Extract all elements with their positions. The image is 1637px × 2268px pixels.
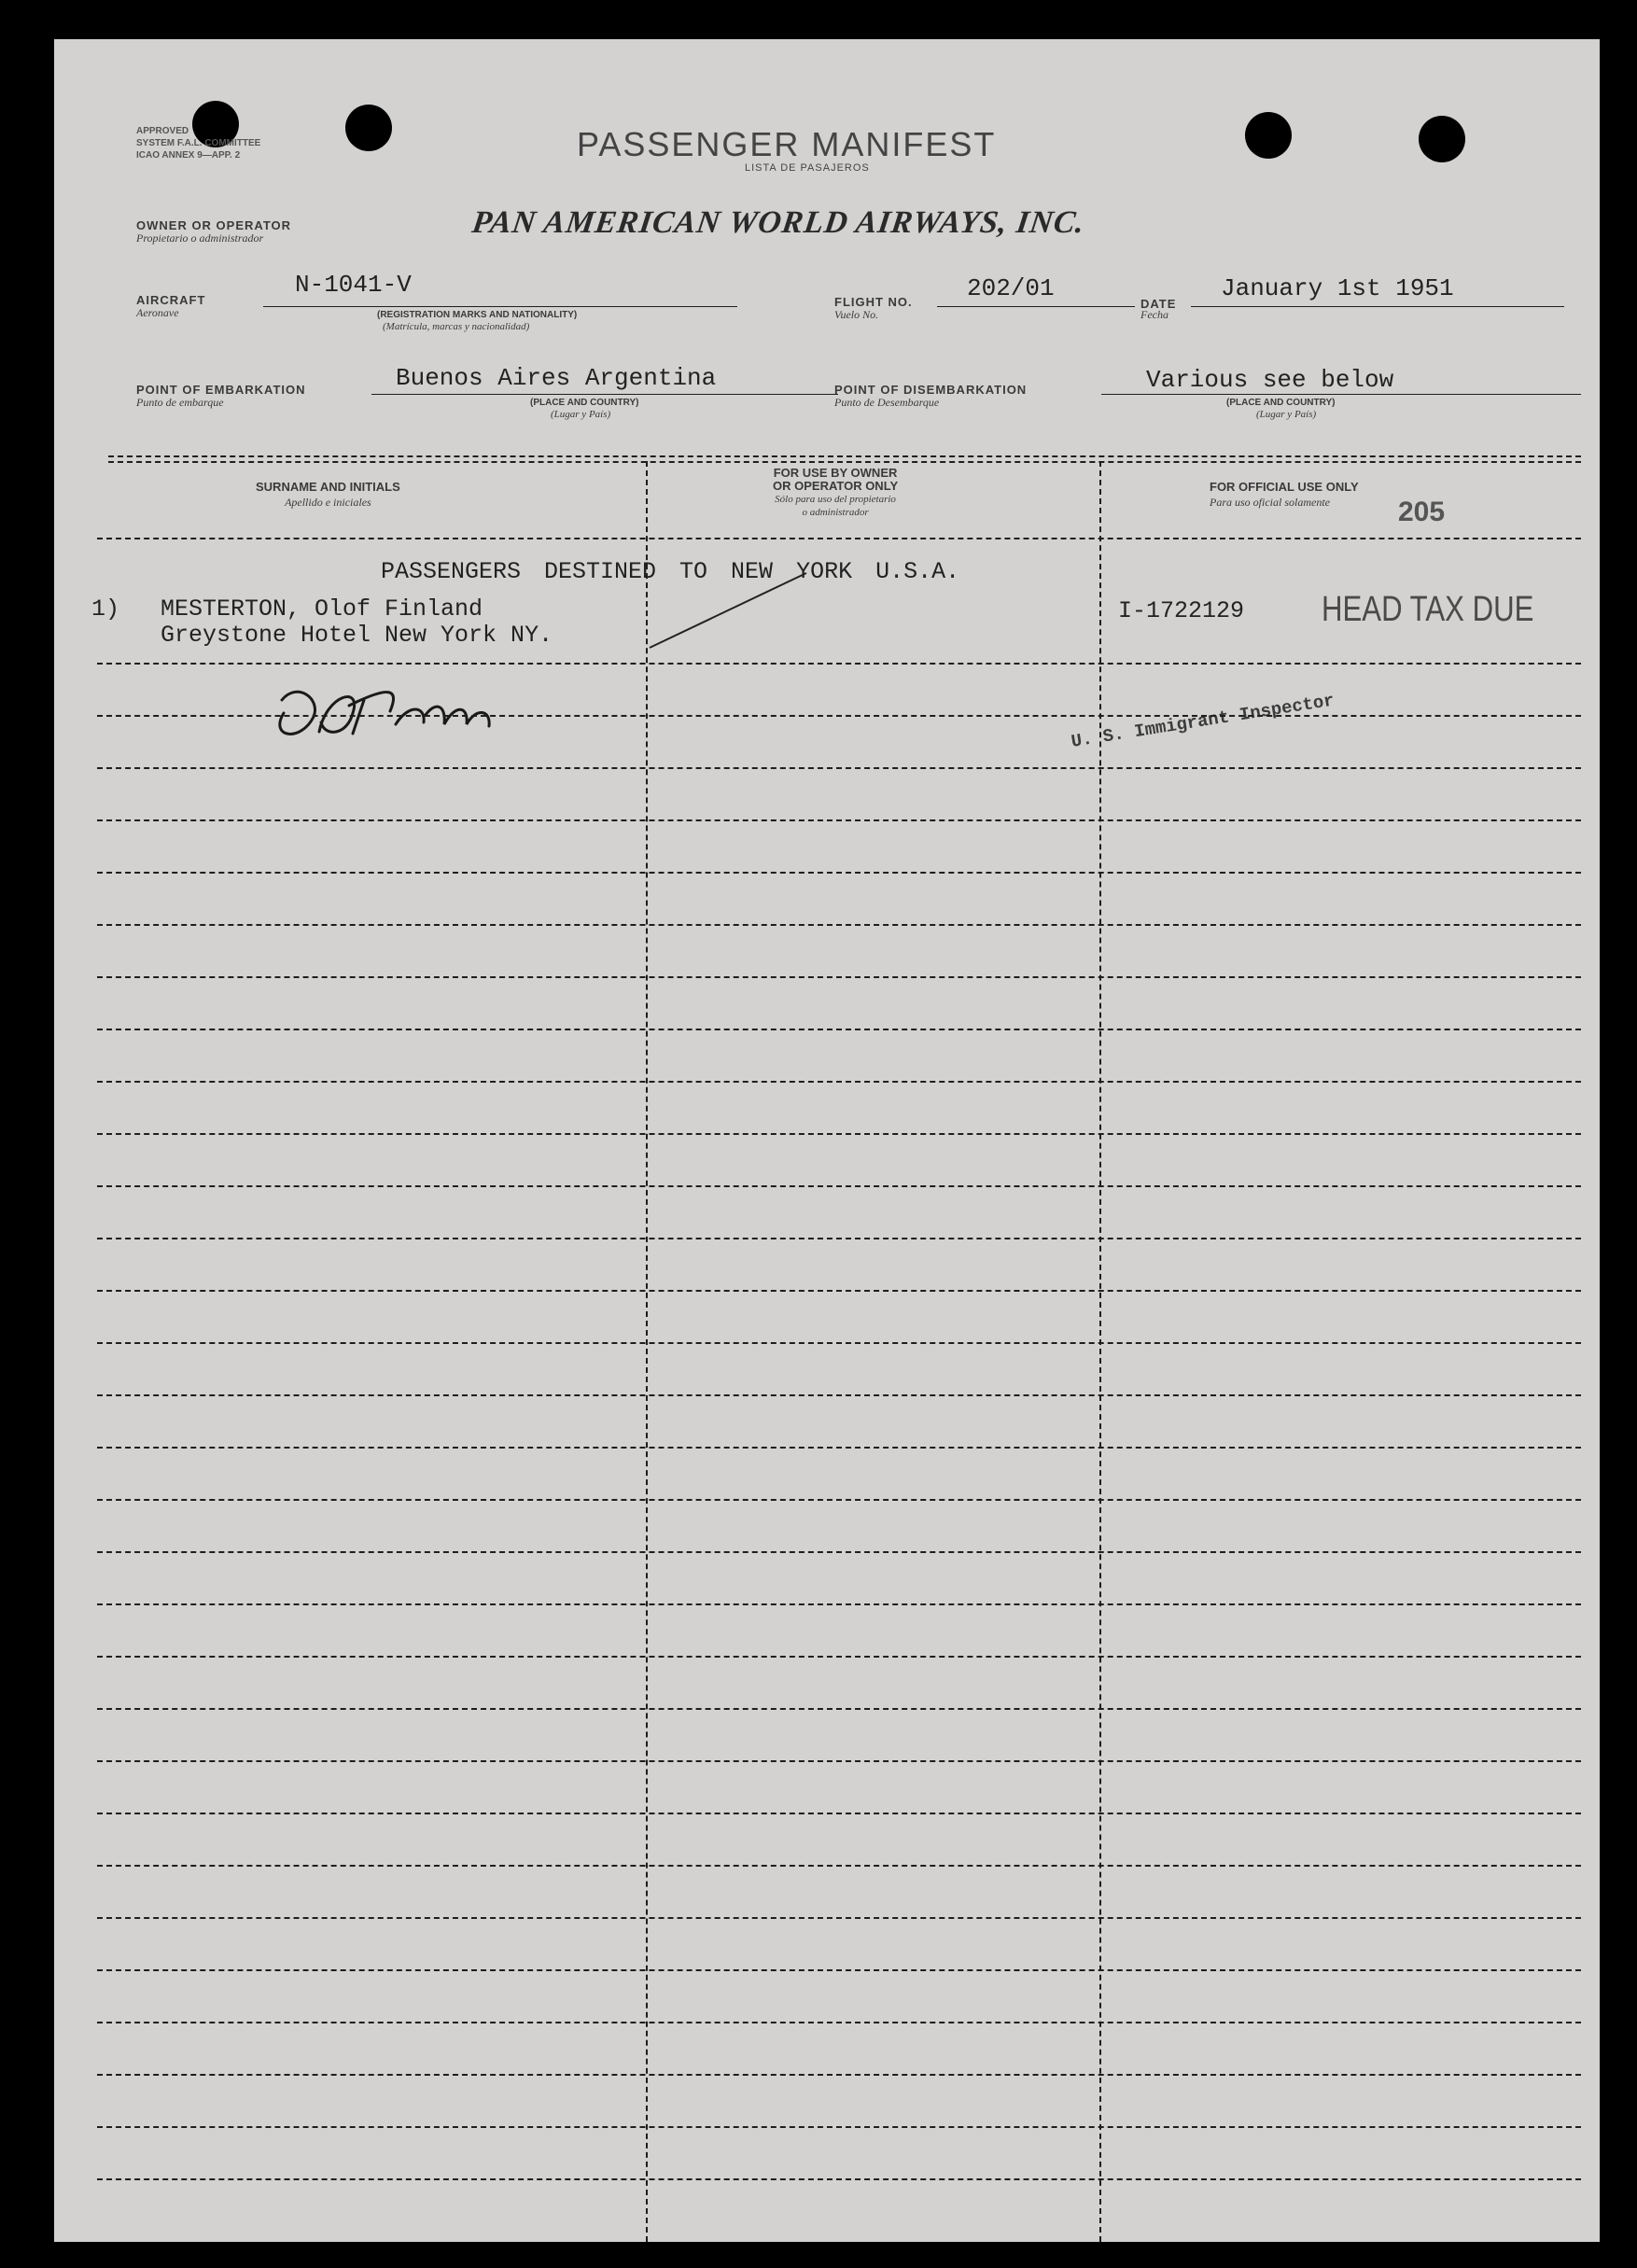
passenger-number: 1) [91,595,120,623]
table-row-rule [97,767,1581,769]
page-number-stamp: 205 [1398,497,1446,527]
manifest-page [54,39,1600,2242]
table-row-rule [97,2022,1581,2023]
check-mark [646,567,814,651]
head-tax-stamp: HEAD TAX DUE [1322,590,1534,629]
table-row-rule [97,1029,1581,1030]
table-row-rule [97,2126,1581,2128]
embarkation-value: Buenos Aires Argentina [396,364,717,392]
table-row-rule [97,924,1581,926]
disembarkation-underline [1101,394,1581,395]
table-row-rule [97,1185,1581,1187]
table-top-rule [108,455,1581,457]
aircraft-value: N-1041-V [295,271,412,299]
embarkation-underline [371,394,838,395]
owner-value: PAN AMERICAN WORLD AIRWAYS, INC. [469,205,1087,240]
column-header-owner-line2: OR OPERATOR ONLY [773,479,899,493]
table-row-rule [97,1238,1581,1239]
aircraft-caption-es: (Matrícula, marcas y nacionalidad) [383,321,530,332]
table-row-rule [97,1760,1581,1762]
column-header-owner-line1: FOR USE BY OWNER [773,466,898,480]
table-row-rule [97,1603,1581,1605]
column-header-owner-line4: o administrador [802,507,869,518]
approval-block [136,125,260,161]
table-row-rule [97,1708,1581,1710]
column-header-official-es: Para uso oficial solamente [1210,496,1330,509]
table-row-rule [97,976,1581,978]
flight-label: FLIGHT NO. [834,295,913,309]
punch-hole [1419,116,1465,162]
embarkation-label: POINT OF EMBARKATION [136,383,306,397]
column-divider-1 [646,461,648,2242]
flight-value: 202/01 [967,274,1055,302]
table-row-rule [97,1447,1581,1449]
table-row-rule [97,1394,1581,1396]
column-header-official [1210,480,1359,510]
table-row-rule [97,1813,1581,1814]
punch-hole [345,105,392,151]
table-row-rule [97,1342,1581,1344]
table-top-rule-2 [108,461,1581,463]
disembarkation-label-es: Punto de Desembarque [834,396,940,409]
table-row-rule [97,538,1581,539]
section-heading: PASSENGERS DESTINED TO NEW YORK U.S.A. [381,558,960,585]
table-row-rule [97,1656,1581,1658]
embarkation-caption-es: (Lugar y País) [551,409,611,420]
disembarkation-value: Various see below [1146,366,1394,394]
table-row-rule [97,1081,1581,1083]
approval-line-3: ICAO ANNEX 9—APP. 2 [136,150,241,161]
table-row-rule [97,872,1581,874]
disembarkation-caption: (PLACE AND COUNTRY) [1226,398,1336,408]
passenger-official-number: I-1722129 [1118,597,1245,624]
aircraft-caption: (REGISTRATION MARKS AND NATIONALITY) [377,310,578,320]
table-row-rule [97,1290,1581,1292]
page-subtitle: LISTA DE PASAJEROS [745,162,870,174]
flight-label-es: Vuelo No. [834,308,879,321]
column-header-owner [773,467,898,519]
column-header-surname-es: Apellido e iniciales [285,496,371,509]
punch-hole [1245,112,1292,159]
date-label: DATE [1140,297,1177,311]
column-header-surname-en: SURNAME AND INITIALS [256,480,400,494]
table-row-rule [97,1499,1581,1501]
table-row-rule [97,2178,1581,2180]
passenger-name: MESTERTON, Olof Finland [161,595,483,623]
table-row-rule [97,2074,1581,2076]
embarkation-caption: (PLACE AND COUNTRY) [530,398,639,408]
owner-label: OWNER OR OPERATOR [136,218,292,232]
inspector-stamp: U. S. Immigrant Inspector [1070,690,1336,752]
disembarkation-label: POINT OF DISEMBARKATION [834,383,1028,397]
disembarkation-caption-es: (Lugar y País) [1256,409,1317,420]
table-row-rule [97,1969,1581,1971]
column-header-official-en: FOR OFFICIAL USE ONLY [1210,480,1359,494]
date-underline [1191,306,1564,307]
embarkation-label-es: Punto de embarque [136,396,224,409]
flight-underline [937,306,1135,307]
approval-line-2: SYSTEM F.A.L. COMMITTEE [136,138,261,148]
table-row-rule [97,663,1581,665]
signature [259,657,558,750]
table-row-rule [97,1133,1581,1135]
table-row-rule [97,1917,1581,1919]
aircraft-underline [263,306,737,307]
date-value: January 1st 1951 [1221,274,1454,302]
aircraft-label-es: Aeronave [136,306,179,319]
column-header-surname [256,480,400,510]
date-label-es: Fecha [1140,308,1168,321]
table-row-rule [97,819,1581,821]
page-title: PASSENGER MANIFEST [577,125,997,163]
table-row-rule [97,715,1581,717]
column-header-owner-line3: Sólo para uso del propietario [775,494,896,505]
approval-line-1: APPROVED [136,126,189,136]
table-row-rule [97,1551,1581,1553]
passenger-address: Greystone Hotel New York NY. [161,622,553,649]
owner-label-es: Propietario o administrador [136,231,264,245]
aircraft-label: AIRCRAFT [136,293,206,307]
table-row-rule [97,1865,1581,1867]
